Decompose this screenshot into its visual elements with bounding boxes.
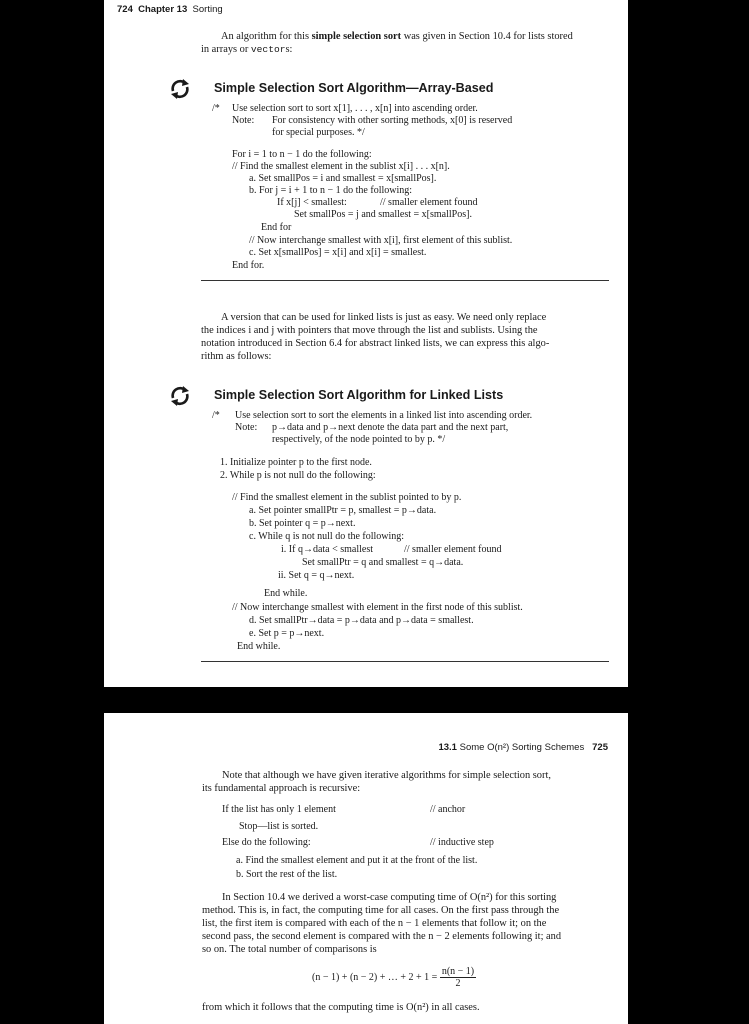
- page-header: [438, 742, 608, 753]
- algorithm-cycle-icon: [168, 384, 192, 408]
- algo1-divider: [201, 280, 609, 281]
- conclusion-line: from which it follows that the computing time is O(n²) in all cases.: [202, 1002, 480, 1013]
- page-header: [117, 4, 223, 15]
- page-number: 724: [117, 4, 133, 15]
- section-title: Some O(n²) Sorting Schemes: [459, 742, 585, 753]
- page-number: 725: [592, 742, 608, 753]
- formula-numerator: n(n − 1): [441, 966, 475, 977]
- intro-line1: An algorithm for this simple selection sort was given in Section 10.4 for lists stored: [221, 31, 573, 42]
- section-label: Sorting: [192, 4, 223, 15]
- comparison-formula: [312, 966, 476, 989]
- page-725: 13.1 Some O(n²) Sorting Schemes 725 Note that although we have given iterative algorithms for simple selection sort, its fundamental approach is recursive: If the list has only 1 element // anchor Stop—list is sorted. Else do the following: // inductive step a. Find the smallest element and put it at the front of the list. b. Sort the rest of the list. In Section 10.4 we derived a worst-case computing time of O(n²) for this sorting method. This is, in fact, the computing time for all cases. On the first pass through the list, the first item is compared with each of the n − 1 elements that follow it; on the second pass, the second element is compared with the n − 2 elements following it; and so on. The total number of comparisons is (n − 1) + (n − 2) + … + 2 + 1 = $\frac{n(n - 1)}{2}$ from which it follows that the computing time is O(n²) in all cases.: [104, 713, 628, 1024]
- chapter-label: Chapter 13: [138, 4, 188, 15]
- algo2-title: Simple Selection Sort Algorithm for Linked Lists: [214, 388, 504, 402]
- algo1-title: Simple Selection Sort Algorithm—Array-Based: [214, 81, 494, 95]
- formula-fraction: [440, 966, 476, 989]
- intro-line2: in arrays or vectors:: [201, 44, 293, 55]
- algo2-divider: [201, 661, 609, 662]
- algorithm-cycle-icon: [168, 77, 192, 101]
- page-724: 724 Chapter 13 Sorting An algorithm for this simple selection sort was given in Section 10.4 for lists stored in arrays or vectors: Simple Selection Sort Algorithm—Array-Based /* Use selection sort to sort x[1], . . . , x[n] into ascending order. Note: For consistency with other sorting methods, x[0] is reserved for special purposes. */ For i = 1 to n − 1 do the following: // Find the smallest element in the sublist x[i] . . . x[n]. a. Set smallPos = i and smallest = x[smallPos]. b. For j = i + 1 to n − 1 do the following: If x[j] < smallest: // smaller element found Set smallPos = j and smallest = x[smallPos]. End for // Now interchange smallest with x[i], first element of this sublist. c. Set x[smallPos] = x[i] and x[i] = smallest. End for. A version that can be used for linked lists is just as easy. We need only replace the indices i and j with pointers that move through the list and sublists. Using the notation introduced in Section 6.4 for abstract linked lists, we can express this algo- rithm as follows: Simple Selection Sort Algorithm for Linked Lists /* Use selection sort to sort the elements in a linked list into ascending order. Note: p→data and p→next denote the data part and the next part, respectively, of the node pointed to by p. */ 1. Initialize pointer p to the first node. 2. While p is not null do the following: // Find the smallest element in the sublist pointed to by p. a. Set pointer smallPtr = p, smallest = p→data. b. Set pointer q = p→next. c. While q is not null do the following: i. If q→data < smallest // smaller element found Set smallPtr = q and smallest = q→data. ii. Set q = q→next. End while. // Now interchange smallest with element in the first node of this sublist. d. Set smallPtr→data = p→data and p→data = smallest. e. Set p = p→next. End while.: [104, 0, 628, 687]
- formula-lhs: (n − 1) + (n − 2) + … + 2 + 1 =: [312, 971, 438, 983]
- formula-denominator: 2: [455, 978, 461, 989]
- section-number: 13.1: [438, 742, 457, 753]
